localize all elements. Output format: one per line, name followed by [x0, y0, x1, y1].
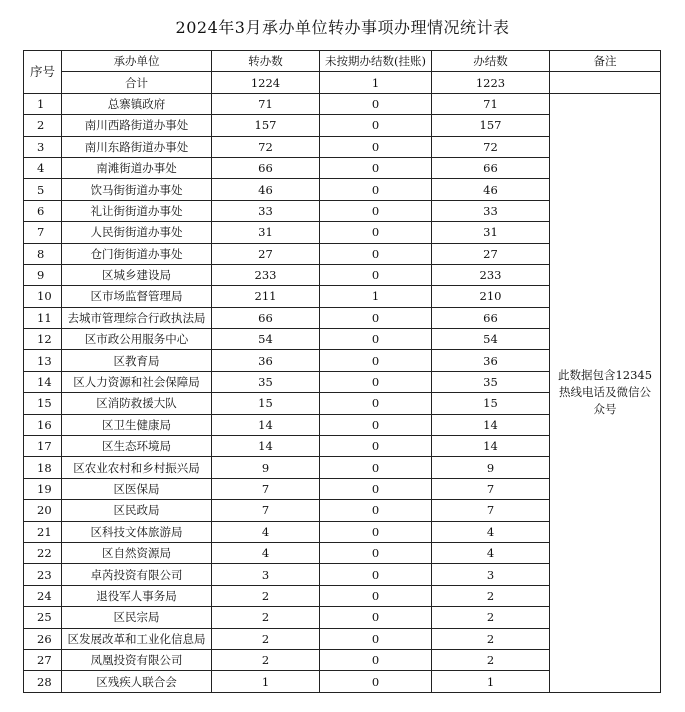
row-unit: 礼让街街道办事处: [62, 200, 212, 221]
row-completed: 71: [432, 93, 550, 114]
row-seq: 20: [24, 500, 62, 521]
row-seq: 28: [24, 671, 62, 692]
row-transferred: 66: [212, 157, 320, 178]
row-seq: 10: [24, 286, 62, 307]
table-body: [24, 93, 661, 692]
row-seq: 7: [24, 222, 62, 243]
row-pending: 0: [320, 436, 432, 457]
row-completed: 4: [432, 542, 550, 563]
row-completed: 7: [432, 500, 550, 521]
row-seq: 1: [24, 93, 62, 114]
row-transferred: 3: [212, 564, 320, 585]
row-completed: 46: [432, 179, 550, 200]
row-transferred: 33: [212, 200, 320, 221]
row-transferred: 15: [212, 393, 320, 414]
row-pending: 0: [320, 329, 432, 350]
header-unit: 承办单位: [62, 51, 212, 72]
row-transferred: 7: [212, 500, 320, 521]
row-seq: 23: [24, 564, 62, 585]
row-completed: 2: [432, 585, 550, 606]
row-completed: 233: [432, 264, 550, 285]
row-unit: 区自然资源局: [62, 542, 212, 563]
row-unit: 区民宗局: [62, 607, 212, 628]
row-seq: 15: [24, 393, 62, 414]
row-unit: 区人力资源和社会保障局: [62, 371, 212, 392]
row-pending: 0: [320, 200, 432, 221]
row-pending: 0: [320, 136, 432, 157]
total-row: [24, 72, 661, 93]
row-transferred: 233: [212, 264, 320, 285]
row-seq: 2: [24, 115, 62, 136]
row-pending: 0: [320, 671, 432, 692]
row-pending: 0: [320, 93, 432, 114]
header-transferred: 转办数: [212, 51, 320, 72]
row-unit: 区民政局: [62, 500, 212, 521]
row-completed: 66: [432, 307, 550, 328]
row-completed: 9: [432, 457, 550, 478]
row-pending: 0: [320, 564, 432, 585]
row-pending: 0: [320, 393, 432, 414]
row-pending: 0: [320, 264, 432, 285]
row-unit: 区市政公用服务中心: [62, 329, 212, 350]
total-remark: [550, 72, 661, 93]
row-transferred: 72: [212, 136, 320, 157]
row-seq: 13: [24, 350, 62, 371]
row-completed: 7: [432, 478, 550, 499]
row-pending: 0: [320, 307, 432, 328]
row-unit: 区农业农村和乡村振兴局: [62, 457, 212, 478]
row-pending: 0: [320, 521, 432, 542]
row-seq: 9: [24, 264, 62, 285]
row-completed: 3: [432, 564, 550, 585]
row-seq: 24: [24, 585, 62, 606]
row-unit: 南川东路街道办事处: [62, 136, 212, 157]
row-completed: 1: [432, 671, 550, 692]
row-seq: 5: [24, 179, 62, 200]
row-completed: 14: [432, 436, 550, 457]
row-completed: 35: [432, 371, 550, 392]
row-transferred: 9: [212, 457, 320, 478]
row-pending: 0: [320, 500, 432, 521]
row-seq: 26: [24, 628, 62, 649]
row-seq: 11: [24, 307, 62, 328]
row-unit: 去城市管理综合行政执法局: [62, 307, 212, 328]
row-completed: 2: [432, 649, 550, 670]
row-pending: 0: [320, 542, 432, 563]
header-completed: 办结数: [432, 51, 550, 72]
row-pending: 0: [320, 628, 432, 649]
row-transferred: 46: [212, 179, 320, 200]
row-unit: 区生态环境局: [62, 436, 212, 457]
row-transferred: 54: [212, 329, 320, 350]
row-seq: 17: [24, 436, 62, 457]
row-pending: 0: [320, 179, 432, 200]
row-completed: 4: [432, 521, 550, 542]
row-transferred: 4: [212, 521, 320, 542]
row-seq: 18: [24, 457, 62, 478]
header-row: [24, 51, 661, 72]
total-label: 合计: [62, 72, 212, 93]
row-seq: 6: [24, 200, 62, 221]
row-pending: 0: [320, 157, 432, 178]
row-unit: 卓芮投资有限公司: [62, 564, 212, 585]
row-transferred: 1: [212, 671, 320, 692]
row-seq: 22: [24, 542, 62, 563]
row-unit: 凤凰投资有限公司: [62, 649, 212, 670]
row-unit: 区科技文体旅游局: [62, 521, 212, 542]
row-unit: 区消防救援大队: [62, 393, 212, 414]
row-unit: 南川西路街道办事处: [62, 115, 212, 136]
row-unit: 仓门街街道办事处: [62, 243, 212, 264]
row-pending: 0: [320, 457, 432, 478]
row-transferred: 36: [212, 350, 320, 371]
row-pending: 0: [320, 350, 432, 371]
row-pending: 1: [320, 286, 432, 307]
row-seq: 12: [24, 329, 62, 350]
row-completed: 157: [432, 115, 550, 136]
header-pending: 未按期办结数(挂账): [320, 51, 432, 72]
row-completed: 66: [432, 157, 550, 178]
row-pending: 0: [320, 649, 432, 670]
total-transferred: 1224: [212, 72, 320, 93]
row-transferred: 66: [212, 307, 320, 328]
row-unit: 南滩街道办事处: [62, 157, 212, 178]
row-completed: 27: [432, 243, 550, 264]
row-pending: 0: [320, 478, 432, 499]
row-transferred: 2: [212, 585, 320, 606]
row-seq: 19: [24, 478, 62, 499]
row-transferred: 211: [212, 286, 320, 307]
row-seq: 14: [24, 371, 62, 392]
row-pending: 0: [320, 371, 432, 392]
header-remark: 备注: [550, 51, 661, 72]
row-transferred: 2: [212, 628, 320, 649]
header-seq: 序号: [24, 51, 62, 94]
row-completed: 31: [432, 222, 550, 243]
row-pending: 0: [320, 222, 432, 243]
row-completed: 36: [432, 350, 550, 371]
row-seq: 4: [24, 157, 62, 178]
statistics-table: [23, 50, 661, 693]
row-completed: 14: [432, 414, 550, 435]
row-unit: 区市场监督管理局: [62, 286, 212, 307]
row-transferred: 7: [212, 478, 320, 499]
row-completed: 210: [432, 286, 550, 307]
row-completed: 54: [432, 329, 550, 350]
row-pending: 0: [320, 115, 432, 136]
document-title: 2024年3月承办单位转办事项办理情况统计表: [175, 18, 510, 37]
row-unit: 区残疾人联合会: [62, 671, 212, 692]
row-unit: 退役军人事务局: [62, 585, 212, 606]
row-unit: 人民街街道办事处: [62, 222, 212, 243]
row-transferred: 31: [212, 222, 320, 243]
row-transferred: 2: [212, 649, 320, 670]
row-completed: 2: [432, 607, 550, 628]
row-transferred: 14: [212, 414, 320, 435]
row-pending: 0: [320, 243, 432, 264]
total-pending: 1: [320, 72, 432, 93]
row-unit: 区卫生健康局: [62, 414, 212, 435]
row-unit: 区医保局: [62, 478, 212, 499]
total-completed: 1223: [432, 72, 550, 93]
row-seq: 25: [24, 607, 62, 628]
row-unit: 区教育局: [62, 350, 212, 371]
row-seq: 8: [24, 243, 62, 264]
row-seq: 16: [24, 414, 62, 435]
row-transferred: 35: [212, 371, 320, 392]
row-completed: 72: [432, 136, 550, 157]
row-seq: 3: [24, 136, 62, 157]
row-pending: 0: [320, 414, 432, 435]
row-completed: 15: [432, 393, 550, 414]
row-seq: 27: [24, 649, 62, 670]
row-unit: 总寨镇政府: [62, 93, 212, 114]
row-transferred: 14: [212, 436, 320, 457]
row-pending: 0: [320, 607, 432, 628]
row-transferred: 4: [212, 542, 320, 563]
row-transferred: 71: [212, 93, 320, 114]
table-row: [24, 93, 661, 114]
row-unit: 饮马街街道办事处: [62, 179, 212, 200]
remark-cell: 此数据包含12345热线电话及微信公众号: [550, 93, 661, 692]
row-transferred: 2: [212, 607, 320, 628]
row-seq: 21: [24, 521, 62, 542]
row-pending: 0: [320, 585, 432, 606]
row-transferred: 27: [212, 243, 320, 264]
row-completed: 2: [432, 628, 550, 649]
row-transferred: 157: [212, 115, 320, 136]
row-completed: 33: [432, 200, 550, 221]
row-unit: 区城乡建设局: [62, 264, 212, 285]
row-unit: 区发展改革和工业化信息局: [62, 628, 212, 649]
